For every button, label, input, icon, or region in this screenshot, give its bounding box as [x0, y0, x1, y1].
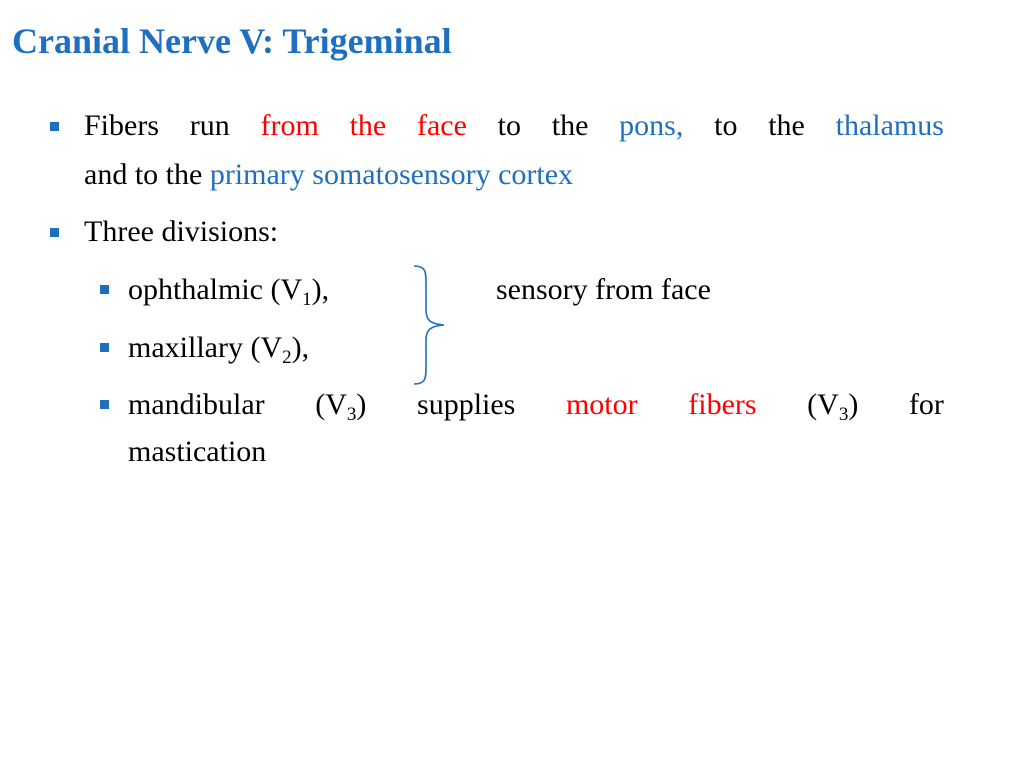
sub-bullet-maxillary	[128, 330, 309, 366]
sub-bullet-mandibular-line2: mastication	[128, 435, 267, 468]
word	[807, 387, 858, 423]
subscript: 3	[346, 404, 357, 425]
subscript: 1	[302, 289, 312, 310]
text: ),	[311, 273, 330, 306]
word: mandibular	[128, 388, 265, 421]
brace-label: sensory from face	[496, 273, 711, 306]
subscript: 2	[282, 347, 292, 368]
word: run	[189, 109, 230, 142]
word: the	[551, 109, 589, 142]
bullet-fibers-line2	[84, 157, 573, 193]
curly-brace-icon	[412, 264, 446, 386]
slide-title: Cranial Nerve V: Trigeminal	[12, 21, 452, 61]
text: )	[848, 388, 859, 421]
word: for	[908, 388, 944, 421]
highlight-word: pons,	[619, 109, 684, 142]
highlight-word: from	[260, 109, 319, 142]
sub-bullet-square-icon	[100, 343, 109, 352]
word: to	[714, 109, 738, 142]
highlight-word: thalamus	[835, 109, 944, 142]
sub-bullet-ophthalmic	[128, 272, 329, 308]
text: (V	[807, 388, 839, 421]
subscript: 3	[838, 404, 849, 425]
text: (V	[315, 388, 347, 421]
sub-bullet-square-icon	[100, 285, 109, 294]
text: )	[356, 388, 367, 421]
text: and to the	[84, 158, 210, 191]
highlight-text: primary somatosensory cortex	[209, 158, 574, 191]
bullet-square-icon	[50, 228, 59, 237]
highlight-word: motor	[565, 388, 638, 421]
word: Fibers	[84, 109, 159, 142]
sub-bullet-square-icon	[100, 400, 109, 409]
word: to	[497, 109, 522, 142]
text: ophthalmic (V	[128, 273, 303, 306]
bullet-three-divisions: Three divisions:	[84, 215, 279, 248]
bullet-fibers-line1	[84, 108, 944, 144]
highlight-word: face	[416, 109, 467, 142]
word	[315, 387, 366, 423]
highlight-word: fibers	[688, 388, 757, 421]
text: ),	[291, 331, 310, 364]
sub-bullet-mandibular-line1	[128, 387, 944, 423]
word: the	[768, 109, 805, 142]
highlight-word: the	[349, 109, 387, 142]
text: maxillary (V	[128, 331, 283, 364]
bullet-square-icon	[50, 122, 59, 131]
word: supplies	[417, 388, 516, 421]
